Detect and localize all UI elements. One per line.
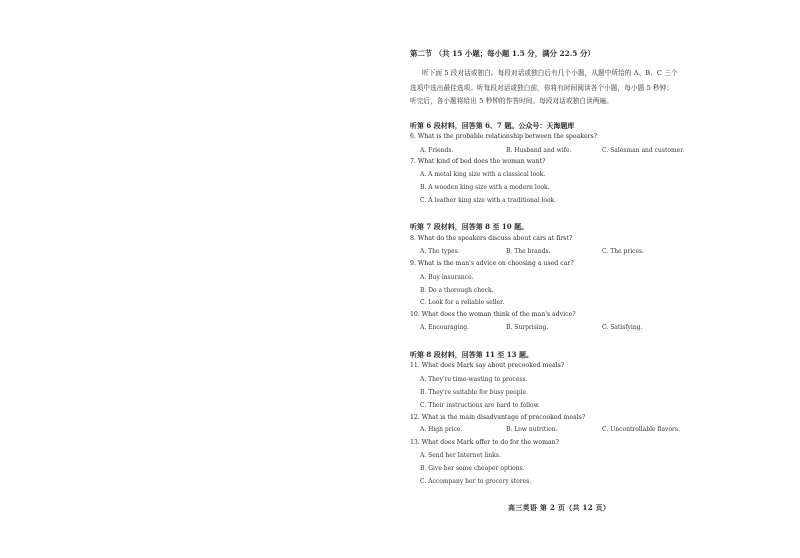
option-13b: B. Give her some cheaper options. (420, 465, 525, 472)
page-footer: 高三英语 第 2 页（共 12 页） (508, 503, 611, 512)
question-10: 10. What does the woman think of the man's advice? (410, 311, 576, 318)
option-10b: B. Surprising. (506, 324, 549, 331)
instruction-line-2: 选项中选出最佳选项。听每段对话或独白前，你将有时间阅读各个小题，每小题 5 秒钟； (410, 84, 674, 92)
option-13a: A. Send her Internet links. (420, 452, 501, 459)
question-8: 8. What do the speakers discuss about cars at first? (410, 235, 573, 242)
question-11: 11. What does Mark say about precooked meals? (410, 362, 565, 369)
option-9a: A. Buy insurance. (420, 274, 474, 281)
option-6c: C. Salesman and customer. (602, 147, 685, 154)
option-6a: A. Friends. (420, 147, 454, 154)
option-12c: C. Uncontrollable flavors. (602, 426, 680, 433)
section-title-6: 听第 6 段材料，回答第 6、7 题。公众号：天海题库 (410, 121, 575, 130)
option-9c: C. Look for a reliable seller. (420, 299, 505, 306)
question-6: 6. What is the probable relationship between the speakers? (410, 133, 598, 140)
option-8b: B. The brands. (506, 248, 551, 255)
option-6b: B. Husband and wife. (506, 147, 572, 154)
section-title-7: 听第 7 段材料，回答第 8 至 10 题。 (410, 222, 529, 231)
option-10c: C. Satisfying. (602, 324, 643, 331)
option-7c: C. A leather king size with a traditional look. (420, 197, 557, 204)
option-10a: A. Encouraging. (420, 324, 470, 331)
option-13c: C. Accompany her to grocery stores. (420, 478, 532, 485)
section-title-8: 听第 8 段材料，回答第 11 至 13 题。 (410, 350, 533, 359)
option-8c: C. The prices. (602, 248, 645, 255)
instruction-line-3: 听完后，各小题将给出 5 秒钟的作答时间。每段对话或独白读两遍。 (410, 97, 613, 105)
part2-heading: 第二节 （共 15 小题；每小题 1.5 分，满分 22.5 分） (410, 49, 595, 58)
option-7a: A. A metal king size with a classical look. (420, 171, 546, 178)
instruction-line-1: 听下面 5 段对话或独白。每段对话或独白后有几个小题，从题中所给的 A、B、C 三个 (422, 69, 678, 77)
question-13: 13. What does Mark offer to do for the woman? (410, 439, 559, 446)
option-8a: A. The types. (420, 248, 460, 255)
option-11b: B. They're suitable for busy people. (420, 389, 528, 396)
option-11c: C. Their instructions are hard to follow. (420, 402, 540, 409)
question-7: 7. What kind of bed does the woman want? (410, 158, 546, 165)
option-11a: A. They're time-wasting to process. (420, 376, 528, 383)
question-9: 9. What is the man's advice on choosing a used car? (410, 260, 574, 267)
option-12b: B. Low nutrition. (506, 426, 558, 433)
option-7b: B. A wooden king size with a modern look. (420, 184, 550, 191)
option-12a: A. High price. (420, 426, 463, 433)
option-9b: B. Do a thorough check. (420, 287, 494, 294)
question-12: 12. What is the main disadvantage of precooked meals? (410, 414, 586, 421)
